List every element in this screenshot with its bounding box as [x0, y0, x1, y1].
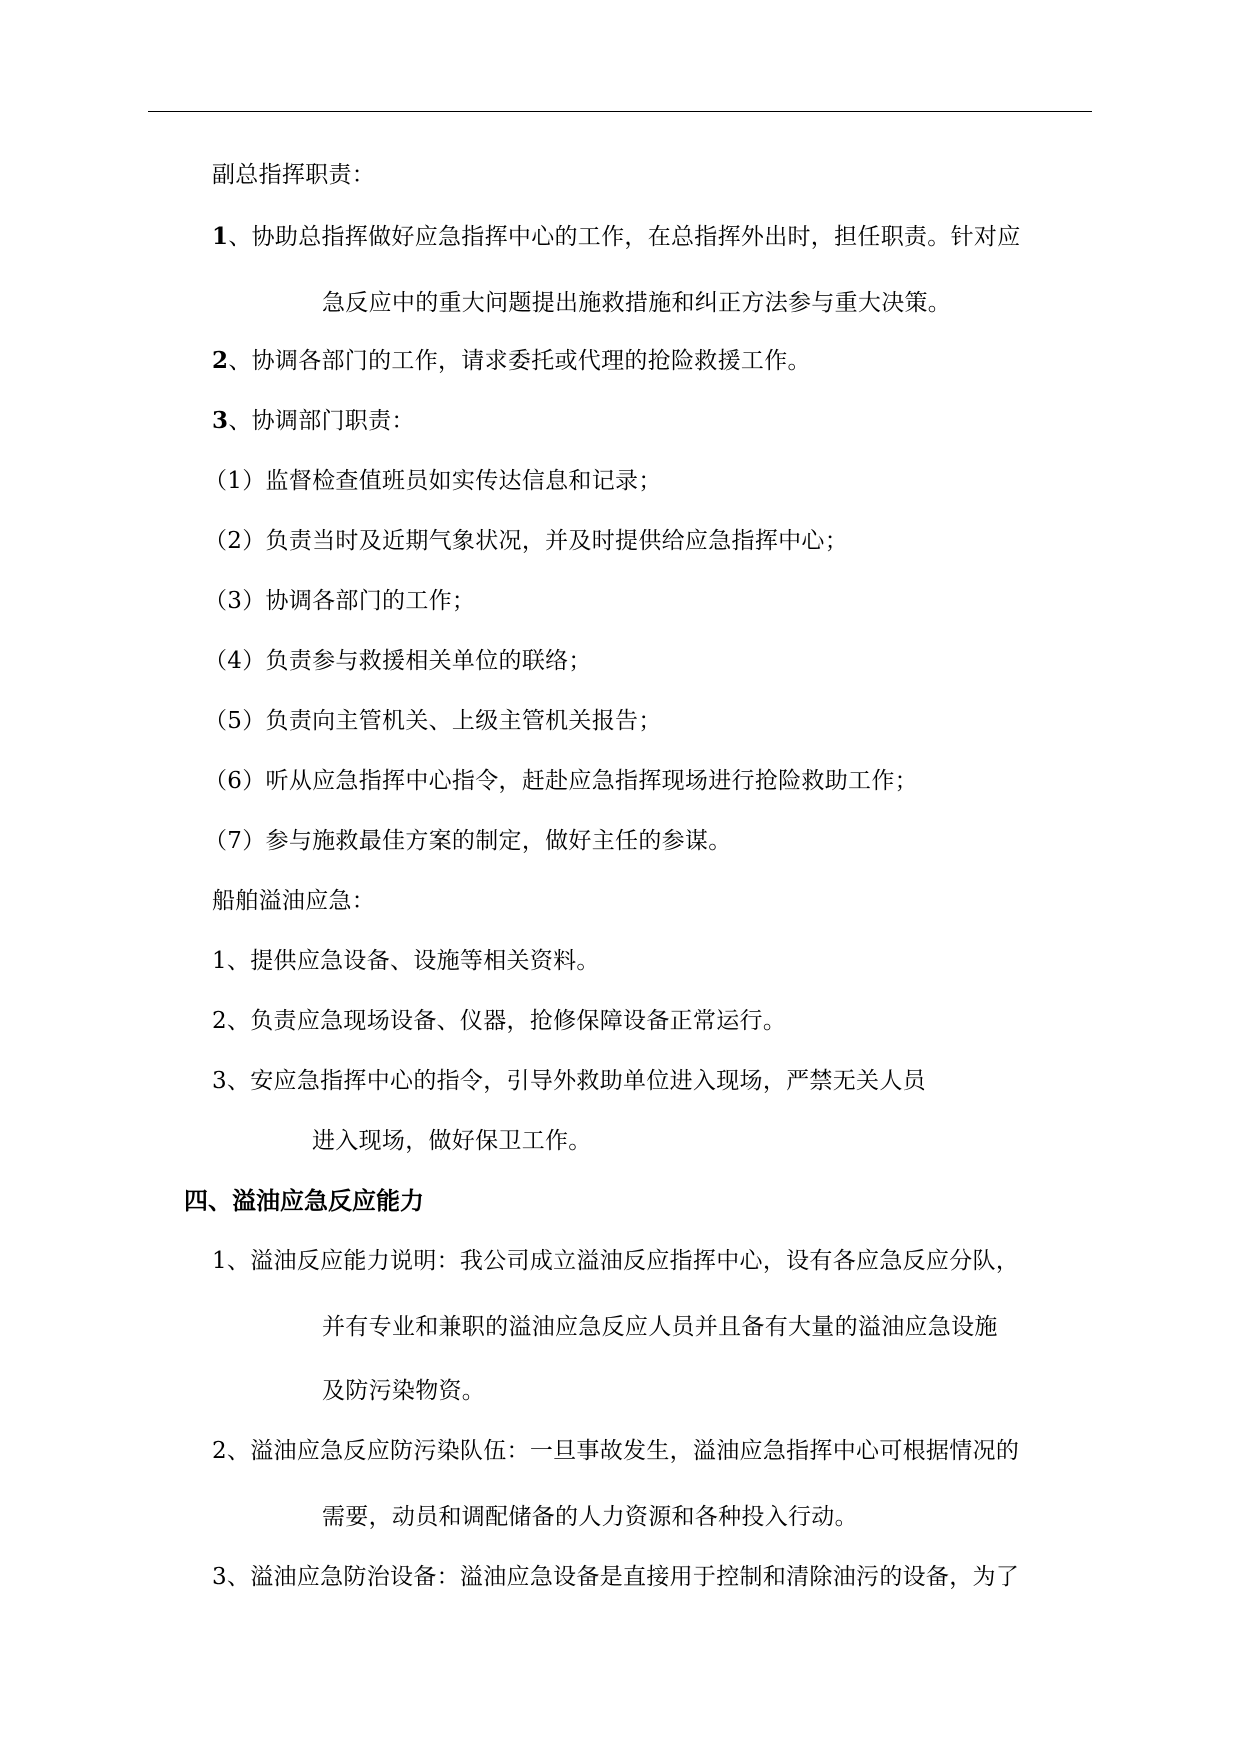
vice-commander-title: 副总指挥职责：: [212, 162, 376, 188]
spill-item-1: 1、提供应急设备、设施等相关资料。: [212, 948, 600, 974]
vice-item-1-continuation: 急反应中的重大问题提出施救措施和纠正方法参与重大决策。: [322, 290, 952, 316]
item-text: 、协助总指挥做好应急指挥中心的工作，在总指挥外出时，担任职责。针对应: [228, 224, 1021, 250]
vice-item-1: [212, 222, 1021, 252]
spill-item-3-continuation: 进入现场，做好保卫工作。: [312, 1128, 592, 1154]
dept-item-1: （1）监督检查值班员如实传达信息和记录；: [204, 468, 662, 494]
capability-item-3: 3、溢油应急防治设备：溢油应急设备是直接用于控制和清除油污的设备，为了: [212, 1564, 1020, 1590]
section-heading: 四、溢油应急反应能力: [184, 1187, 424, 1215]
dept-item-6: （6）听从应急指挥中心指令，赶赴应急指挥现场进行抢险救助工作；: [204, 768, 918, 794]
item-number: 1: [212, 223, 229, 250]
item-number: 3: [212, 407, 229, 434]
capability-item-2-continuation: 需要，动员和调配储备的人力资源和各种投入行动。: [322, 1504, 858, 1530]
header-rule: [148, 111, 1092, 112]
capability-item-1-continuation-2: 及防污染物资。: [322, 1378, 486, 1404]
dept-item-4: （4）负责参与救援相关单位的联络；: [204, 648, 592, 674]
item-text: 、协调部门职责：: [228, 408, 415, 434]
vice-item-3: [212, 406, 415, 436]
dept-item-7: （7）参与施救最佳方案的制定，做好主任的参谋。: [204, 828, 732, 854]
item-number: 2: [212, 347, 229, 374]
dept-item-3: （3）协调各部门的工作；: [204, 588, 476, 614]
spill-item-3: 3、安应急指挥中心的指令，引导外救助单位进入现场，严禁无关人员: [212, 1068, 926, 1094]
vice-item-2: [212, 346, 811, 376]
item-text: 、协调各部门的工作，请求委托或代理的抢险救援工作。: [228, 348, 811, 374]
dept-item-5: （5）负责向主管机关、上级主管机关报告；: [204, 708, 662, 734]
spill-title: 船舶溢油应急：: [212, 888, 376, 914]
capability-item-1: 1、溢油反应能力说明：我公司成立溢油反应指挥中心，设有各应急反应分队，: [212, 1248, 1020, 1274]
dept-item-2: （2）负责当时及近期气象状况，并及时提供给应急指挥中心；: [204, 528, 849, 554]
spill-item-2: 2、负责应急现场设备、仪器，抢修保障设备正常运行。: [212, 1008, 787, 1034]
capability-item-2: 2、溢油应急反应防污染队伍：一旦事故发生，溢油应急指挥中心可根据情况的: [212, 1438, 1020, 1464]
capability-item-1-continuation-1: 并有专业和兼职的溢油应急反应人员并且备有大量的溢油应急设施: [322, 1314, 998, 1340]
